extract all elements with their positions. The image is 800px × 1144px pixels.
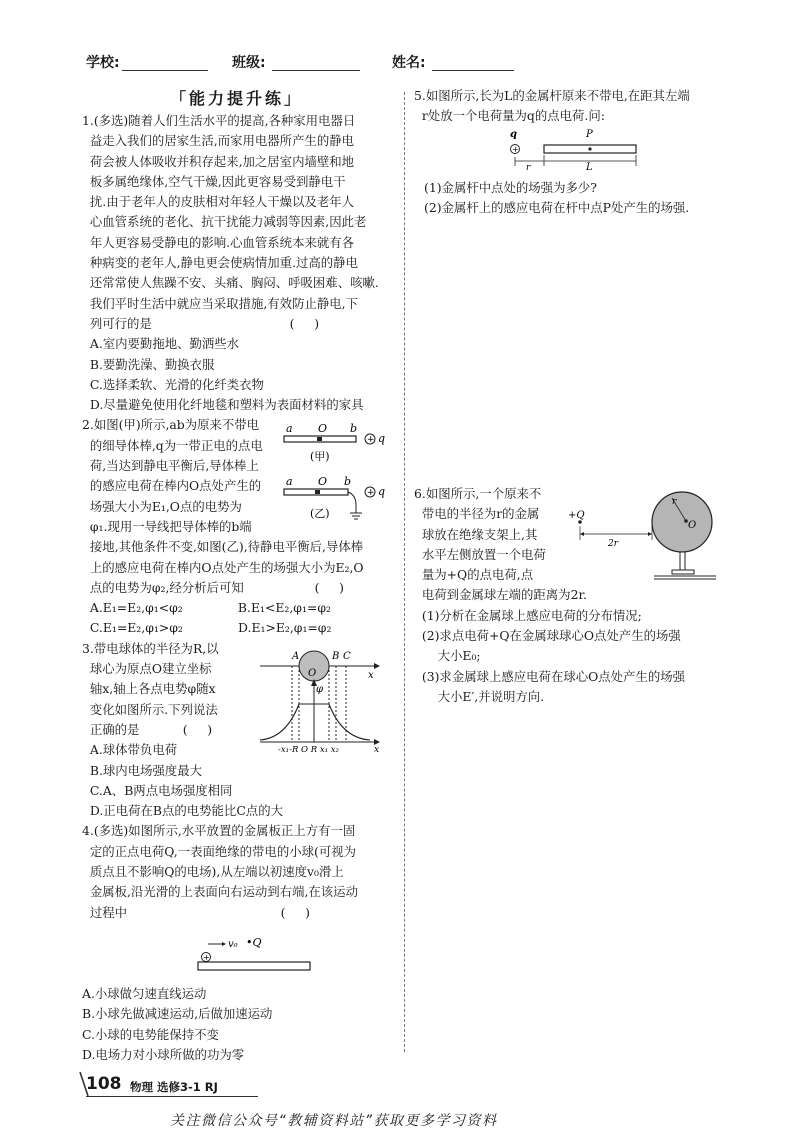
option-line: C.小球的电势能保持不变	[82, 1026, 219, 1042]
section-title: 「能力提升练」	[170, 89, 304, 108]
text-line: 变化如图所示.下列说法	[82, 701, 218, 717]
text-line: 大小E₀;	[414, 648, 481, 664]
svg-text:-x₁-R O R x₁ x₂: -x₁-R O R x₁ x₂	[278, 745, 339, 752]
option-line: A.小球做匀速直线运动	[82, 986, 207, 1001]
text-line: 球心为原点O建立坐标	[82, 661, 212, 677]
svg-text:2r: 2r	[608, 539, 619, 549]
text-line: C.选择柔软、光滑的化纤类衣物	[82, 376, 264, 392]
name-label: 姓名:	[392, 55, 426, 71]
option-line: D.电场力对小球所做的功为零	[82, 1046, 245, 1062]
text-line: 我们平时生活中就应当采取措施,有效防止静电,下	[82, 295, 358, 311]
class-label: 班级:	[232, 55, 266, 71]
text-line: 荷会被人体吸收并积存起来,加之居室内墙壁和地	[82, 153, 355, 169]
promo-watermark: 关注微信公众号“教辅资料站”获取更多学习资料	[170, 1113, 498, 1129]
svg-text:+Q: +Q	[568, 510, 585, 521]
svg-text:O: O	[688, 520, 697, 531]
text-line: C.E₁=E₂,φ₁>φ₂ D.E₁>E₂,φ₁=φ₂	[82, 620, 332, 636]
text-line: 扰.由于老年人的皮肤相对年轻人干燥以及老年人	[82, 194, 355, 210]
svg-text:B: B	[332, 651, 340, 662]
svg-text:+: +	[203, 953, 210, 962]
text-line: (1)分析在金属球上感应电荷的分布情况;	[414, 607, 642, 623]
text-line: 年人更容易受静电的影响.心血管系统本来就有各	[82, 234, 355, 250]
text-line: A.球体带负电荷	[82, 742, 178, 758]
svg-text:x: x	[368, 670, 374, 681]
svg-text:b: b	[344, 475, 352, 488]
svg-text:q: q	[378, 485, 386, 498]
option-line: B.小球先做减速运动,后做加速运动	[82, 1006, 273, 1022]
q3-potential-graph	[256, 644, 386, 752]
text-line: 板多属绝缘体,空气干燥,因此更容易受到静电干	[82, 173, 346, 189]
q5-figure	[506, 128, 646, 172]
svg-text:+: +	[367, 435, 375, 445]
text-line: 电荷到金属球左端的距离为2r.	[414, 587, 587, 603]
text-line: 6.如图所示,一个原来不	[414, 486, 542, 501]
svg-text:L: L	[586, 162, 593, 172]
text-line: 5.如图所示,长为L的金属杆原来不带电,在距其左端	[414, 88, 690, 103]
text-line: 水平左侧放置一个电荷	[414, 546, 546, 562]
svg-text:C: C	[343, 651, 351, 662]
text-line: 4.(多选)如图所示,水平放置的金属板正上方有一固	[82, 823, 356, 839]
text-line: B.球内电场强度最大	[82, 762, 203, 778]
q4-figure	[186, 932, 326, 976]
svg-text:r: r	[672, 497, 677, 507]
text-line: 还常常使人焦躁不安、头痛、胸闷、呼吸困难、咳嗽.	[82, 275, 379, 291]
book-subtitle: 物理 选修3-1 RJ	[130, 1080, 218, 1094]
text-line: 轴x,轴上各点电势φ随x	[82, 681, 216, 697]
column-divider	[404, 92, 405, 1052]
text-line: 3.带电球体的半径为R,以	[82, 640, 219, 656]
svg-text:O: O	[308, 668, 317, 679]
text-line: D.正电荷在B点的电势能比C点的大	[82, 803, 283, 819]
text-line: 带电的半径为r的金属	[414, 506, 540, 522]
subquestion-line: (1)金属杆中点处的场强为多少?	[424, 180, 597, 195]
text-line: (2)求点电荷+Q在金属球球心O点处产生的场强	[414, 628, 681, 644]
svg-text:(乙): (乙)	[310, 507, 330, 520]
svg-text:+: +	[367, 488, 375, 498]
text-line: 正确的是 ( )	[82, 721, 213, 737]
text-line: 质点且不影响Q的电场),从左端以初速度v₀滑上	[82, 863, 344, 879]
text-line: D.尽量避免使用化纤地毯和塑料为表面材料的家具	[82, 397, 364, 413]
q5-text	[414, 86, 734, 127]
q2-figure-yi	[282, 473, 402, 523]
svg-text:q: q	[378, 432, 386, 445]
text-line: φ₁.现用一导线把导体棒的b端	[82, 518, 252, 534]
q5-subquestions	[424, 178, 744, 219]
svg-text:r: r	[526, 163, 531, 172]
text-line: A.E₁=E₂,φ₁<φ₂ B.E₁<E₂,φ₁=φ₂	[82, 600, 331, 616]
svg-text:O: O	[318, 422, 328, 435]
text-line: 上的感应电荷在棒内O点处产生的场强大小为E₂,O	[82, 559, 364, 575]
text-line: B.要勤洗澡、勤换衣服	[82, 356, 215, 372]
text-line: 的细导体棒,q为一带正电的点电	[82, 437, 263, 453]
svg-text:b: b	[350, 422, 358, 435]
footer-rule	[86, 1096, 258, 1097]
text-line: 种病变的老年人,静电更会使病情加重.过高的静电	[82, 255, 358, 271]
text-line: 大小E′,并说明方向.	[414, 688, 545, 704]
text-line: 过程中 ( )	[82, 904, 311, 920]
q2-figure-jia	[282, 420, 402, 466]
svg-text:•Q: •Q	[246, 936, 262, 949]
q4-options	[82, 984, 400, 1065]
text-line: 球放在绝缘支架上,其	[414, 526, 538, 542]
text-line: 心血管系统的老化、抗干扰能力减弱等因素,因此老	[82, 214, 367, 230]
text-line: (3)求金属球上感应电荷在球心O点处产生的场强	[414, 668, 686, 684]
text-line: 金属板,沿光滑的上表面向右运动到右端,在该运动	[82, 884, 358, 900]
svg-text:q: q	[510, 129, 517, 140]
svg-text:+: +	[512, 145, 519, 154]
page-number: 108	[86, 1074, 122, 1094]
svg-text:(甲): (甲)	[310, 450, 330, 463]
text-line: A.室内要勤拖地、勤洒些水	[82, 336, 240, 352]
text-line: 点的电势为φ₂,经分析后可知 ( )	[82, 579, 345, 595]
text-line: 量为+Q的点电荷,点	[414, 567, 534, 583]
q6-figure	[566, 482, 726, 586]
svg-text:O: O	[318, 475, 328, 488]
svg-text:A: A	[292, 651, 300, 662]
text-line: 的感应电荷在棒内O点处产生的	[82, 478, 262, 494]
school-blank	[122, 70, 208, 71]
text-line: 益走入我们的居家生活,而家用电器所产生的静电	[82, 133, 355, 149]
subquestion-line: (2)金属杆上的感应电荷在杆中点P处产生的场强.	[424, 200, 690, 216]
svg-text:a: a	[286, 475, 293, 488]
svg-text:a: a	[286, 422, 293, 435]
text-line: 列可行的是 ( )	[82, 315, 320, 331]
school-label: 学校:	[86, 55, 120, 71]
svg-text:φ: φ	[316, 684, 324, 695]
svg-text:P: P	[586, 129, 593, 140]
svg-text:v₀: v₀	[228, 939, 238, 950]
class-blank	[272, 70, 360, 71]
text-line: r处放一个电荷量为q的点电荷.问:	[414, 108, 605, 124]
text-line: 定的正点电荷Q,一表面绝缘的带电的小球(可视为	[82, 843, 357, 859]
svg-text:x: x	[374, 745, 380, 752]
text-line: 2.如图(甲)所示,ab为原来不带电	[82, 417, 260, 433]
text-line: 接地,其他条件不变,如图(乙),待静电平衡后,导体棒	[82, 539, 364, 555]
name-blank	[432, 70, 514, 71]
text-line: 1.(多选)随着人们生活水平的提高,各种家用电器日	[82, 113, 356, 128]
text-line: 荷,当达到静电平衡后,导体棒上	[82, 458, 259, 474]
text-line: 场强大小为E₁,O点的电势为	[82, 498, 242, 514]
text-line: C.A、B两点电场强度相同	[82, 782, 233, 798]
